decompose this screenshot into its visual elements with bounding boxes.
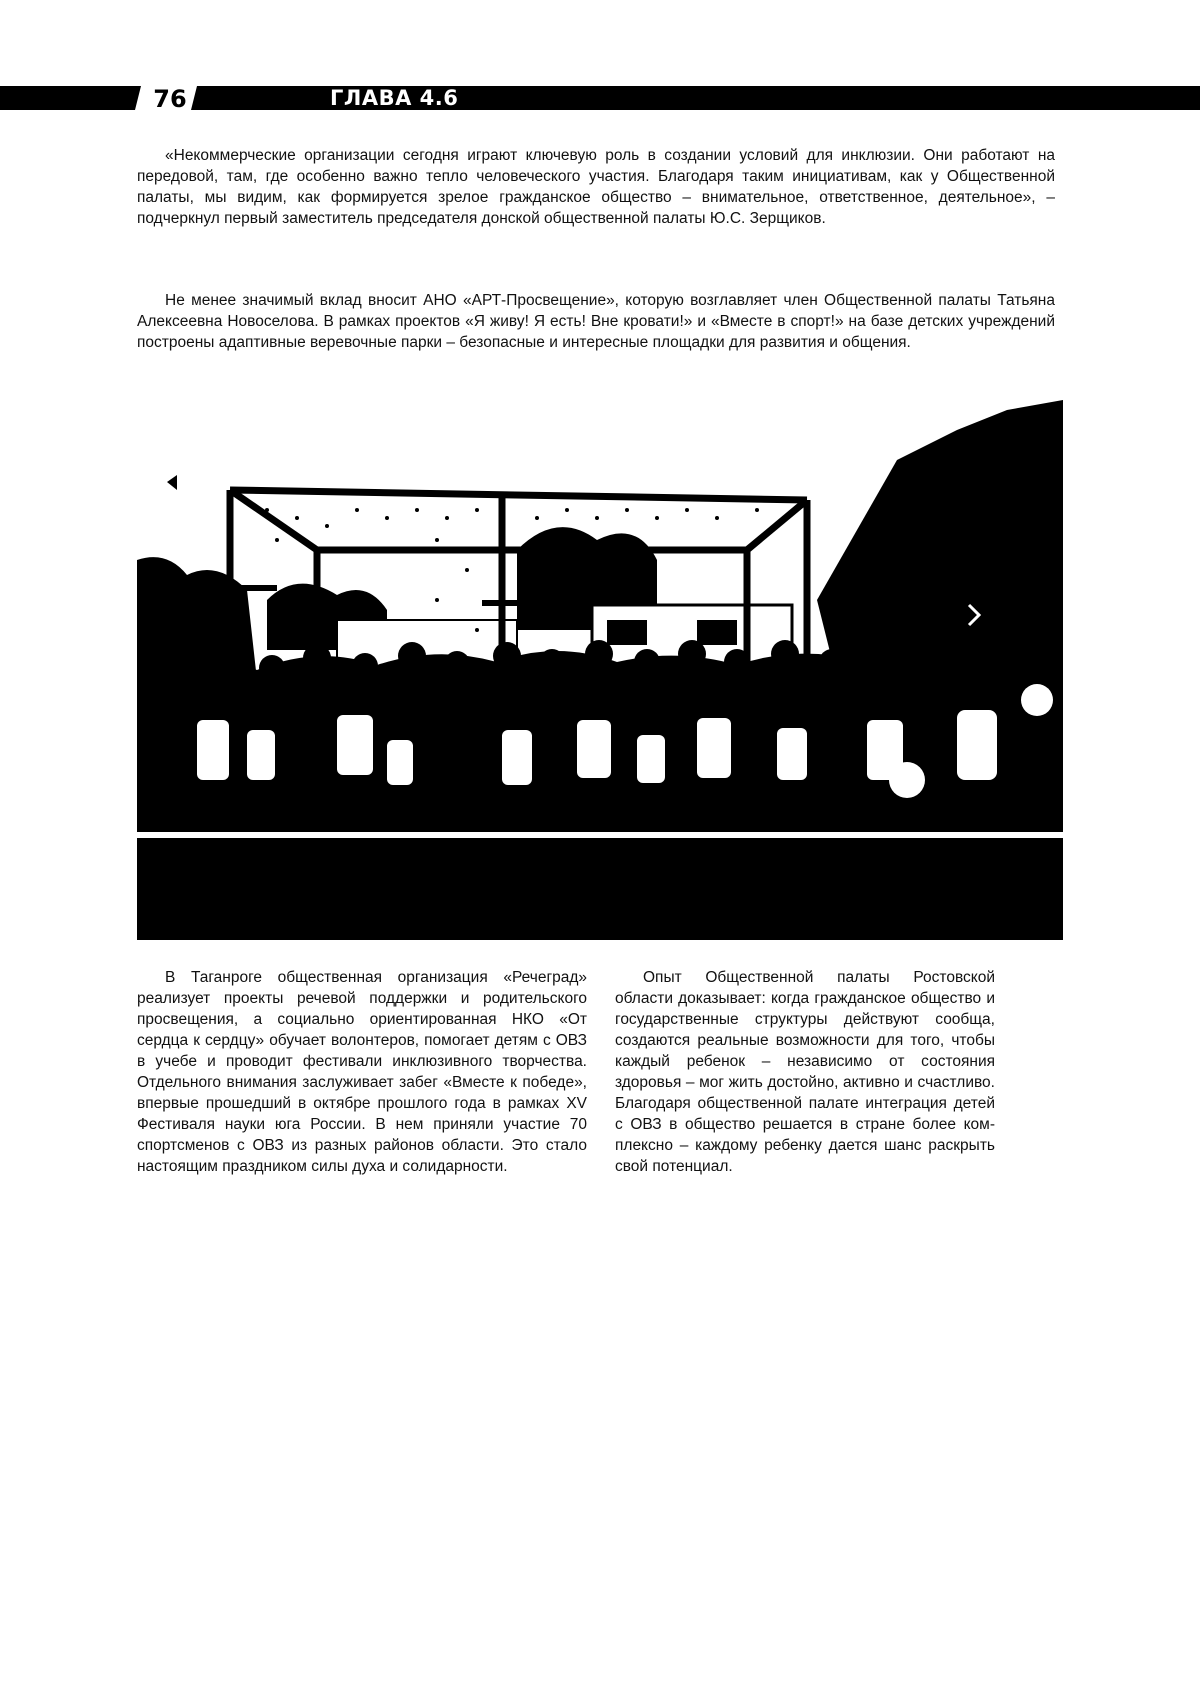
art-prosveshchenie-paragraph: Не менее значимый вклад вносит АНО «АРТ-Просвещение», которую возглавляет член Общественной палаты Татьяна Алексеевна Новоселова. В рамках проектов «Я живу! Я есть! Вне кровати!» и «Вместе в спорт!» на базе детских учреждений построены адаптивные веревочные парки – безопасные и интересные площадки для развития и общения.: [137, 292, 1055, 351]
page-number: 76: [153, 85, 187, 113]
chapter-title: ГЛАВА 4.6: [330, 86, 459, 110]
taganrog-paragraph: В Таганроге общественная организация «Речеград» реализует проекты речевой поддержки и родительского просвещения, а социально ориентированная НКО «От сердца к сердцу» обучает волонтеров, помогает детям с ОВЗ в учебе и проводит фестивали инклюзивного творчества. Отдельного внимания заслуживает забег «Вместе к победе», впервые прошедший в октябре прошлого года в рамках XV Фестиваля науки юга России. В нем приняли участие 70 спортсменов с ОВЗ из разных районов области. Это стало настоящим праздником силы духа и солидарности.: [137, 969, 587, 1175]
group-photo: [137, 400, 1063, 940]
conclusion-paragraph: Опыт Общественной палаты Ростовской области доказывает: когда гражданское общество и государственные структуры действуют сообща, создаются реальные возможности для того, чтобы каждый ребенок – независимо от состояния здоровья – мог жить достойно, активно и счастливо. Благодаря общественной палате интеграция детей с ОВЗ в общество решается в стране более комплексно – каждому ребенку дается шанс раскрыть свой потенциал.: [615, 969, 995, 1175]
group-photo-illustration: [137, 400, 1063, 940]
quote-paragraph: «Некоммерческие организации сегодня играют ключевую роль в создании условий для инклюзии. Они работают на передовой, там, где особенно важно тепло человеческого участия. Благодаря таким инициативам, как у Общественной палаты, мы видим, как формируется зрелое гражданское общество – внимательное, ответственное, деятельное», – подчеркнул первый заместитель председателя донской общественной палаты Ю.С. Зерщиков.: [137, 147, 1055, 227]
